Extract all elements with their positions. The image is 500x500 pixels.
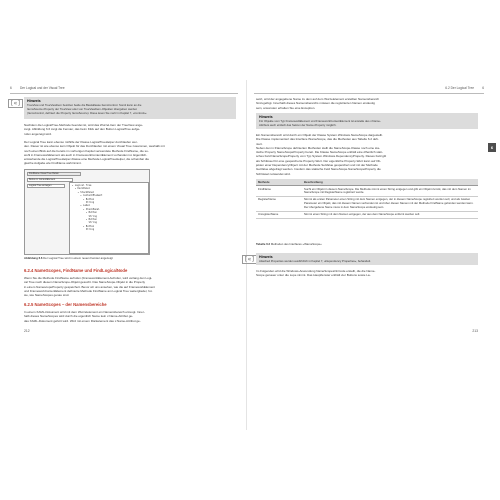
paragraph: Der Logical Tree kann ebenso mithilfe der Klasse LogicalTreeHelper durchlaufen wer- den. Dieser ist wie ebenso kein Objekt für das Durchlaufen mit einem Visual Tree zusammen, weshalb mit noch einen Blick auf die bereits im vorherigen Kapitel verwendete Methode FindName, die so- wohl in FrameworkElement als auch in FrameworkContentElement vorhanden ist. Eigentlich- entstehende die LogicalTreeHelper-Klasse eine Methode LogicalTreeHelper, die scheinbar die gleiche Aufgabe wie FindName wahrnimmt. — [24, 140, 165, 166]
screenshot-field: Button in ContentElement — [27, 178, 73, 182]
figure-caption: Abbildung 6.6 Der Logical Tree wird in einem neuen Fenster angezeigt — [24, 256, 113, 260]
hinweis-text: TreeView und TreeViewItem besitzen beide die Basisklasse ItemsControl. Somit kann an die ItemsSource-Property der TreeView oder von TreeViewItem-Objekten übergeben werden (ItemsControl, definiert die Property ItemsSource). Diese lesen Sie mehr in Kapitel 7, »Controls«. — [27, 103, 148, 115]
right-page-header — [254, 85, 484, 94]
table-cell: UnregisterName — [256, 211, 302, 218]
logical-tree-window — [69, 182, 149, 254]
table-row — [256, 197, 478, 211]
note-icon: [«] — [10, 100, 21, 107]
paragraph: Nachdem die LogicalTree-Methode beendet ist, wird das Wurzel-Item der TreeView ange- zeigt. Abbildung 6.6 zeigt die Fenster, das beim Klick auf den Button LogicalTree aufge- rufen angezeigt wird. — [24, 123, 144, 136]
table-header-cell: Beschreibung — [302, 179, 478, 186]
page-number: 213 — [472, 329, 478, 333]
header-chapter-number: 6 — [10, 86, 12, 90]
hinweis-box — [256, 253, 478, 265]
paragraph: Ein Namensbereich wird durch ein Objekt der Klasse System.Windows.NameScope dargestellt. Die Klasse implementiert das Interface INameScope, das die Methoden aus Tabelle 6.2 defi- niert. Neben den in INameScope definierten Methoden stellt die NameScope-Klasse noch eine sta- tische Property NameScopeProperty bereit. Die Klasse NameScope enthält eine öffentlich stati- sches Feld NameScopeProperty vom Typ System.Windows.DependencyProperty. Dieses Feld gilt als Schlüssel für eine gespeicherte Property-Wert. Der eigentliche Property-Wert kann auf Ob- jekten einer DependencyObject mit der Methode SetValue gespeichert und mit der Methode GetValue abgefragt werden. Insofern das statische Feld NameScope.NameScopeProperty die Schlüssel notwendet wird. — [256, 133, 387, 176]
table-cell: RegisterName — [256, 197, 302, 211]
paragraph: Wenn Sie die Methode FindName aufrufen (FrameworkElement-Aufrufen, wird verlang den Logi- cal Tree nach diesem NameScope-Objekt gesucht. Das NameScope-Objekt in die Property in einem NamescopeProperty gespeichert. Bevor wir uns ansehen, wie die auf FrameworkElement und FrameworkContentElement definierte Methode FindName am Logical Tree weiterglieder, fol- sie, wie NameScopes genau sind. — [24, 276, 155, 298]
hinweis-box — [24, 97, 236, 119]
table-header-cell: Methode — [256, 179, 302, 186]
section-heading: 6.2.4 NameScopes, FindName und FindLogicalNode — [24, 268, 128, 273]
table-header-row — [256, 179, 478, 186]
table-cell: Nimmt als ersten Parameter einen String mit dem Namen entgegen, der in diesem NameScope registriert werden soll, und als zweiten Parameter ein Objekt, das mit diesem Namen verbunden ist und über diesen Namen mit der Methode FindName gefunden werden kann. Der übergebene Name muss in dem NameScope eindeutig sein. — [302, 197, 478, 211]
methods-table — [256, 179, 478, 219]
paragraph: In einem XAML-Dokument wird mit dem Wurzelelement ein Namensbereich erzeugt. Inner- halb dieses NameScopes wird durch die eigentlich Name kein x:Name-Attribut ge- das XAML-Dokument gehört wird. Wird mit einem Rückelement das x:Name-Attribut ge- — [24, 310, 145, 323]
screenshot-field: Logical Tree anzeigen — [27, 184, 65, 188]
screenshot-figure — [24, 169, 150, 255]
left-page — [10, 85, 238, 425]
hinweis-text: Für Objekte vom Typ FrameworkElement und FrameworkContentElement ist anstelle des x:Name- Attributs auch einfach das Setzen der Name-Property möglich. — [259, 119, 381, 127]
table-row — [256, 211, 478, 218]
logical-tree-list: ▾ Logical Tree ▾ DockPanel ▾ StackPanel ▾ ContentElement ▸ Button String ▾ Label ▸ StackPanel ▸ Button String ▸ Button String ▸ Button String — [72, 184, 103, 232]
chapter-thumb-tab: 6 — [488, 143, 496, 152]
paragraph: setzt, wird der angegebene Name zu dem auf dem Wurzelelement erstellten Namensbereich hinzugefügt. Innerhalb dieses Namensbereichs müssen die registrierten Namen eindeutig sein, ansonsten erhalten Sie eine Exception. — [256, 97, 380, 110]
table-cell: Sucht ein Objekt in diesem NameScope. Die Methode nimmt einen String entgegen und gibt ein Objekt zurück, das mit dem Namen im NameScope mit RegisterName registriert wurde. — [302, 186, 478, 197]
table-cell: FindName — [256, 186, 302, 197]
hinweis-title: Hinweis — [27, 99, 41, 103]
note-icon: [«] — [244, 256, 255, 263]
hinweis-box — [256, 113, 478, 129]
screenshot-tabs: FindName Visual Tree Button — [27, 172, 81, 176]
header-section-title: 6.2 Der Logical Tree — [445, 86, 474, 90]
header-chapter-number: 6 — [482, 86, 484, 90]
paragraph: Im Folgenden wird die Windows-Anwendung NameScopesOnCode erstellt, die die Name- Scope genauer unter die Lupe nimmt. Das Hauptfenster enthält vier Buttons sowie La- — [256, 269, 376, 278]
section-heading: 6.2.5 NameScopes – der Namensbereiche — [24, 302, 107, 307]
hinweis-text: Attached Properties werden ausführlich in Kapitel 7, »Dependency Properties«, behandelt. — [259, 259, 371, 263]
table-caption: Tabelle 6.2 Methoden des Interfaces »INameScope« — [256, 242, 322, 246]
header-chapter-title: Der Logical und der Visual Tree — [20, 86, 65, 90]
page-number: 212 — [24, 329, 30, 333]
table-row — [256, 186, 478, 197]
right-page — [244, 85, 494, 425]
table-cell: Nimmt einen String mit dem Namen entgegen, der aus dem NameScope entfernt werden soll. — [302, 211, 478, 218]
hinweis-title: Hinweis — [259, 255, 273, 259]
left-page-header — [10, 85, 238, 94]
hinweis-title: Hinweis — [259, 115, 273, 119]
